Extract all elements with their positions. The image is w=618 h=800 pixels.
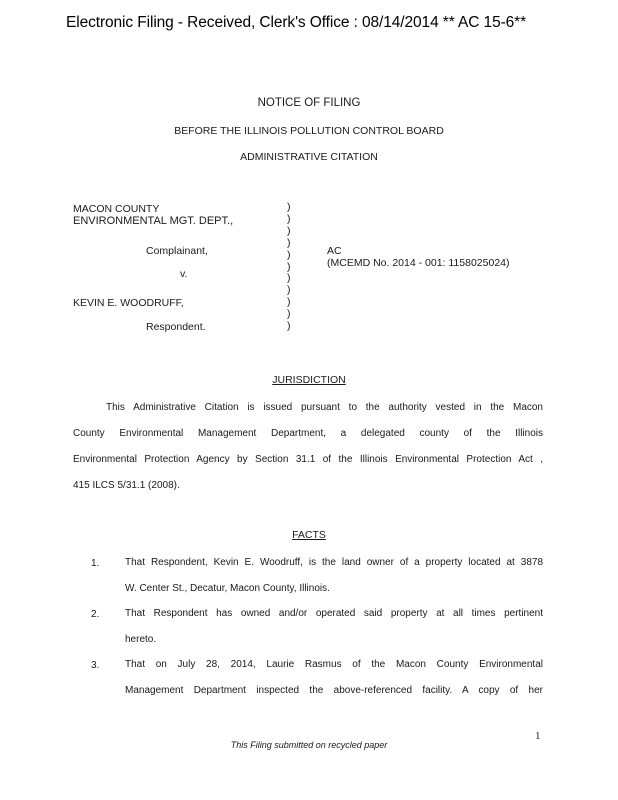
board-title: BEFORE THE ILLINOIS POLLUTION CONTROL BOARD bbox=[174, 125, 444, 137]
facts-heading: FACTS bbox=[292, 529, 326, 541]
respondent-label: Respondent. bbox=[146, 321, 206, 333]
caption-parentheses: ) ) ) ) ) ) ) ) ) ) ) bbox=[287, 201, 291, 333]
complainant-name-line2: ENVIRONMENTAL MGT. DEPT., bbox=[73, 215, 234, 227]
fact-item bbox=[125, 652, 543, 704]
fact-line: hereto. bbox=[125, 634, 157, 645]
citation-title: ADMINISTRATIVE CITATION bbox=[240, 151, 378, 163]
fact-line: That Respondent has owned and/or operated said property at all times pertinent bbox=[125, 608, 543, 619]
page-number: 1 bbox=[535, 730, 541, 742]
paragraph-line: This Administrative Citation is issued pursuant to the authority vested in the Macon bbox=[106, 402, 543, 413]
fact-item bbox=[125, 550, 543, 602]
paragraph-line: County Environmental Management Department, a delegated county of the Illinois bbox=[73, 428, 543, 439]
footer-note: This Filing submitted on recycled paper bbox=[230, 740, 388, 750]
fact-item bbox=[125, 601, 543, 653]
fact-line: That Respondent, Kevin E. Woodruff, is the land owner of a property located at 3878 bbox=[125, 557, 543, 568]
paragraph-line: Environmental Protection Agency by Section 31.1 of the Illinois Environmental Protection Act , bbox=[73, 454, 543, 465]
fact-line: That on July 28, 2014, Laurie Rasmus of the Macon County Environmental bbox=[125, 659, 543, 670]
versus-label: v. bbox=[180, 268, 188, 280]
jurisdiction-heading: JURISDICTION bbox=[272, 374, 346, 386]
fact-number: 1. bbox=[91, 558, 100, 569]
paragraph-line: 415 ILCS 5/31.1 (2008). bbox=[73, 480, 180, 491]
fact-number: 2. bbox=[91, 609, 100, 620]
case-number: (MCEMD No. 2014 - 001: 1158025024) bbox=[327, 257, 510, 269]
notice-title: NOTICE OF FILING bbox=[257, 97, 361, 109]
complainant-name-line1: MACON COUNTY bbox=[73, 203, 160, 215]
case-type: AC bbox=[327, 245, 342, 257]
complainant-label: Complainant, bbox=[146, 245, 208, 257]
fact-line: W. Center St., Decatur, Macon County, Illinois. bbox=[125, 583, 330, 594]
jurisdiction-paragraph bbox=[73, 395, 543, 499]
respondent-name: KEVIN E. WOODRUFF, bbox=[73, 297, 184, 309]
fact-number: 3. bbox=[91, 660, 100, 671]
fact-line: Management Department inspected the above-referenced facility. A copy of her bbox=[125, 685, 543, 696]
filing-stamp: Electronic Filing - Received, Clerk's Office : 08/14/2014 ** AC 15-6** bbox=[66, 14, 527, 31]
